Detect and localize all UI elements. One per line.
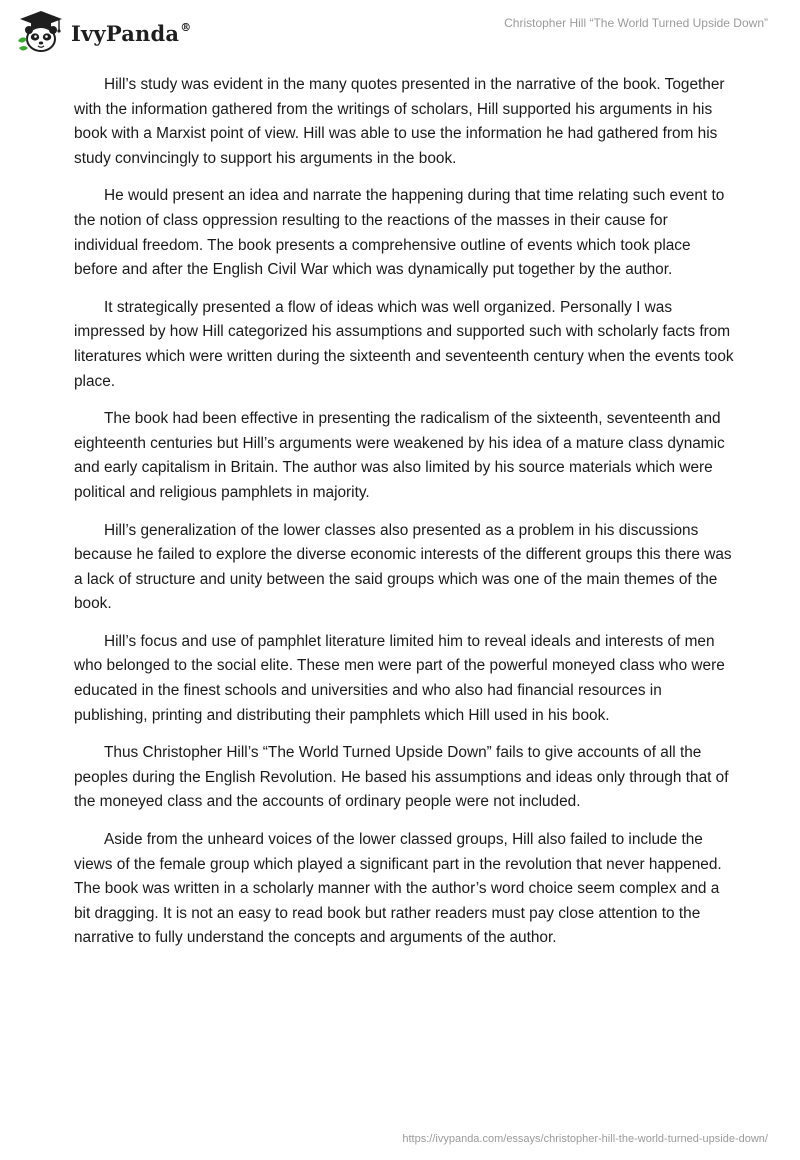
paragraph: Aside from the unheard voices of the lower classed groups, Hill also failed to include the views of the female group which played a significant part in the revolution that never happened. The book was written in a scholarly manner with the author’s word choice seem complex and a bit dragging. It is not an easy to read book but rather readers must pay close attention to the narrative to fully understand the concepts and arguments of the author.: [74, 831, 722, 947]
ivypanda-logo[interactable]: [14, 8, 191, 54]
logo-wordmark: [71, 21, 191, 46]
paragraph: It strategically presented a flow of ideas which was well organized. Personally I was impressed by how Hill categorized his assumptions and supported such with scholarly facts from literatures which were written during the sixteenth and seventeenth century when the events took place.: [74, 298, 734, 390]
page-header: [0, 0, 800, 60]
source-url-link[interactable]: https://ivypanda.com/essays/christopher-hill-the-world-turned-upside-down/: [402, 1133, 768, 1145]
essay-body: [74, 73, 734, 964]
logo-registered-mark: ®: [180, 20, 192, 34]
logo-name: IvyPanda: [71, 20, 180, 46]
paragraph: Hill’s focus and use of pamphlet literature limited him to reveal ideals and interests of men who belonged to the social elite. These men were part of the powerful moneyed class who were educated in the finest schools and universities and who also had financial resources in publishing, printing and distributing their pamphlets which Hill used in his book.: [74, 632, 725, 724]
document-title: Christopher Hill “The World Turned Upside Down”: [504, 16, 768, 30]
paragraph: He would present an idea and narrate the happening during that time relating such event to the notion of class oppression resulting to the reactions of the masses in their cause for individual freedom. The book presents a comprehensive outline of events which took place before and after the English Civil War which was dynamically put together by the author.: [74, 187, 725, 279]
paragraph: Thus Christopher Hill’s “The World Turned Upside Down” fails to give accounts of all the peoples during the English Revolution. He based his assumptions and ideas only through that of the moneyed class and the accounts of ordinary people were not included.: [74, 744, 729, 811]
paragraph: The book had been effective in presenting the radicalism of the sixteenth, seventeenth and eighteenth centuries but Hill’s arguments were weakened by his idea of a mature class dynamic and early capitalism in Britain. The author was also limited by his source materials which were political and religious pamphlets in majority.: [74, 410, 725, 501]
paragraph: Hill’s study was evident in the many quotes presented in the narrative of the book. Together with the information gathered from the writings of scholars, Hill supported his arguments in his book with a Marxist point of view. Hill was able to use the information he had gathered from his study convincingly to support his arguments in the book.: [74, 76, 725, 167]
paragraph: Hill’s generalization of the lower classes also presented as a problem in his discussions because he failed to explore the diverse economic interests of the different groups this there was a lack of structure and unity between the said groups which was one of the main themes of the book.: [74, 521, 732, 613]
panda-graduate-icon: [14, 8, 68, 54]
